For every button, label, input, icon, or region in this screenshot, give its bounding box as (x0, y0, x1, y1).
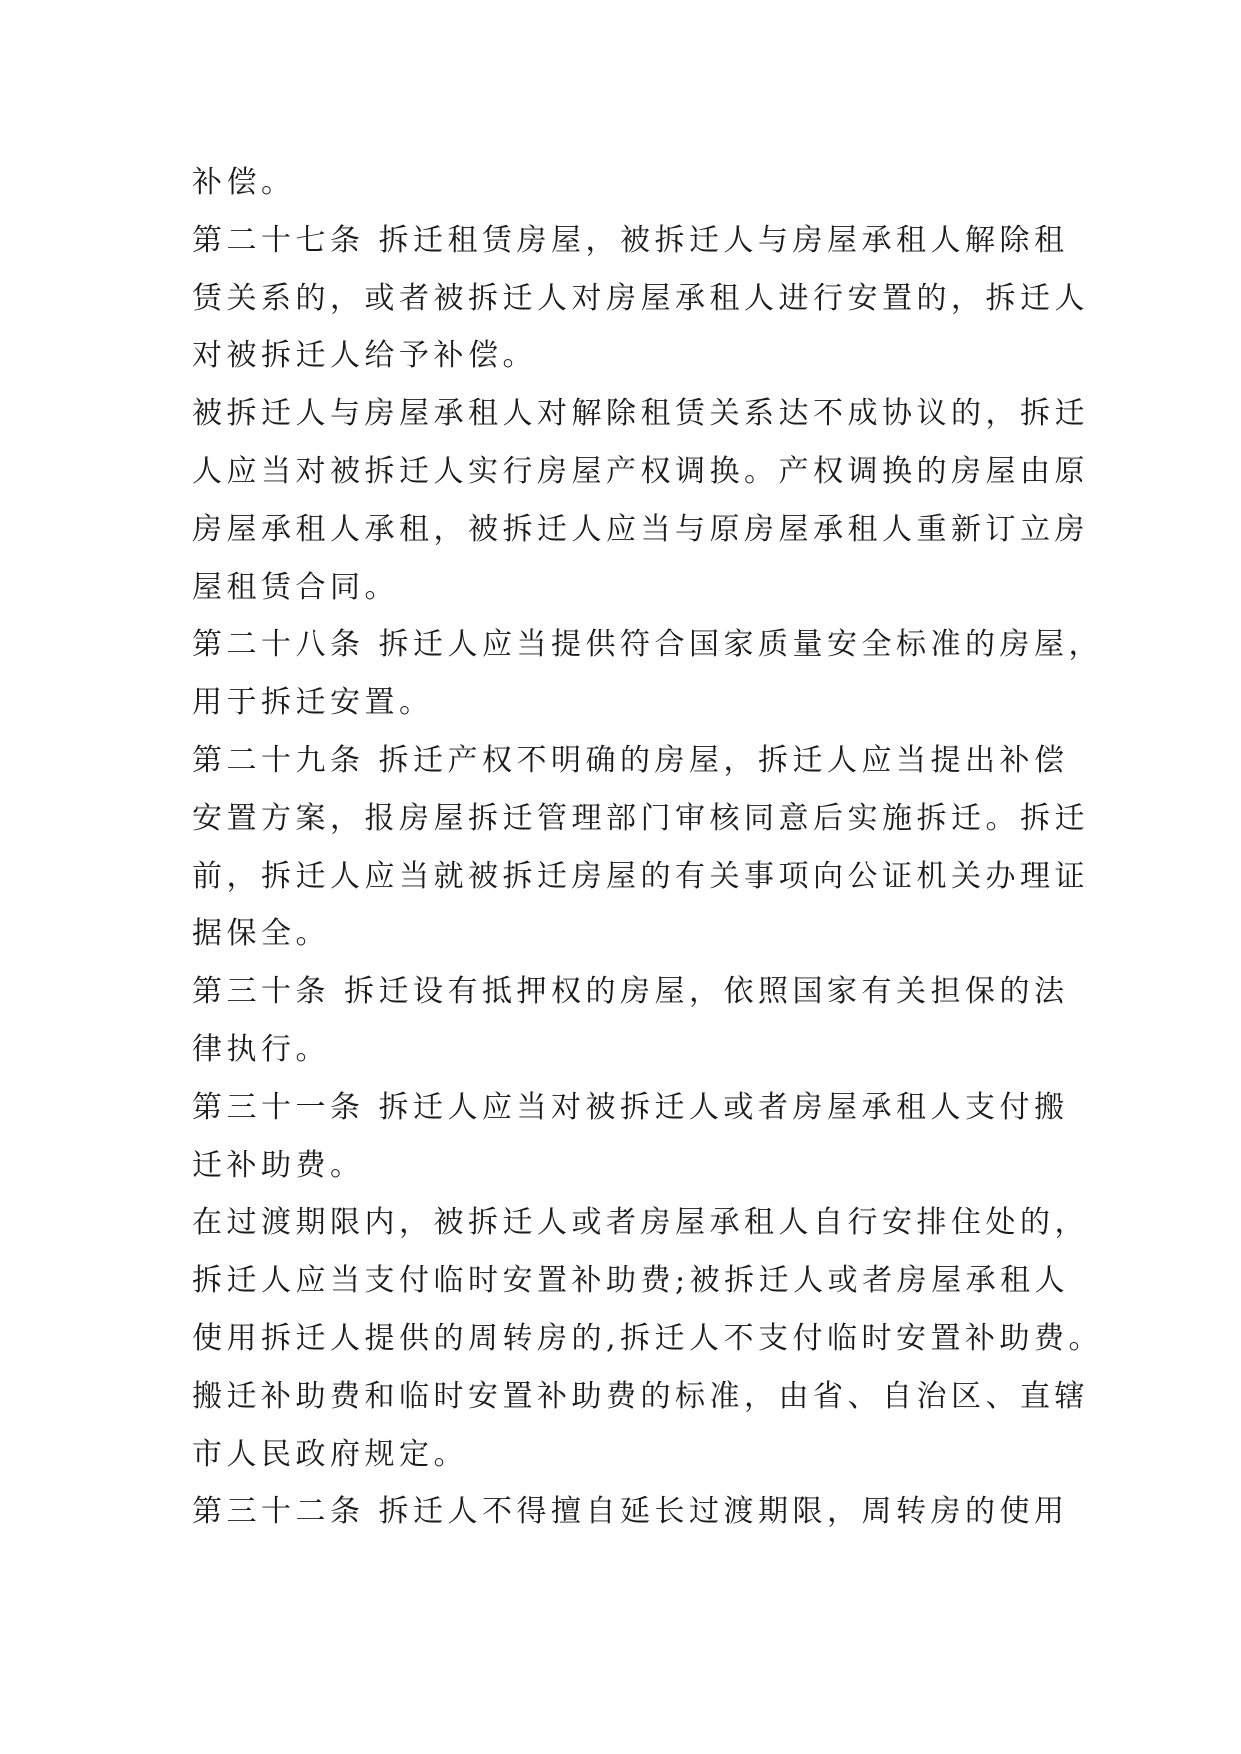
text-line: 补偿。 (192, 165, 296, 200)
text-line: 据保全。 (192, 916, 330, 952)
text-line: 被拆迁人与房屋承租人对解除租赁关系达不成协议的，拆迁 (192, 396, 1089, 432)
text-line: 房屋承租人承租，被拆迁人应当与原房屋承租人重新订立房 (192, 511, 1089, 547)
text-line: 在过渡期限内，被拆迁人或者房屋承租人自行安排住处的， (192, 1205, 1089, 1241)
text-line: 第二十八条 拆迁人应当提供符合国家质量安全标准的房屋， (192, 627, 1104, 663)
text-line: 赁关系的，或者被拆迁人对房屋承租人进行安置的，拆迁人 (192, 280, 1089, 316)
text-line: 使用拆迁人提供的周转房的,拆迁人不支付临时安置补助费。 (192, 1320, 1104, 1356)
text-line: 人应当对被拆迁人实行房屋产权调换。产权调换的房屋由原 (192, 453, 1089, 489)
text-line: 对被拆迁人给予补偿。 (192, 338, 537, 374)
text-line: 律执行。 (192, 1031, 330, 1067)
text-line: 第三十二条 拆迁人不得擅自延长过渡期限，周转房的使用 (192, 1494, 1069, 1530)
text-line: 第三十条 拆迁设有抵押权的房屋，依照国家有关担保的法 (192, 974, 1069, 1010)
text-line: 拆迁人应当支付临时安置补助费;被拆迁人或者房屋承租人 (192, 1263, 1070, 1299)
text-line: 市人民政府规定。 (192, 1436, 468, 1472)
text-line: 第三十一条 拆迁人应当对被拆迁人或者房屋承租人支付搬 (192, 1089, 1069, 1125)
text-line: 迁补助费。 (192, 1147, 365, 1183)
text-line: 搬迁补助费和临时安置补助费的标准，由省、自治区、直辖 (192, 1378, 1089, 1414)
text-line: 安置方案，报房屋拆迁管理部门审核同意后实施拆迁。拆迁 (192, 800, 1089, 836)
text-line: 屋租赁合同。 (192, 569, 399, 605)
text-line: 第二十七条 拆迁租赁房屋，被拆迁人与房屋承租人解除租 (192, 222, 1069, 258)
text-line: 第二十九条 拆迁产权不明确的房屋，拆迁人应当提出补偿 (192, 742, 1069, 778)
text-line: 用于拆迁安置。 (192, 685, 434, 721)
text-line: 前，拆迁人应当就被拆迁房屋的有关事项向公证机关办理证 (192, 858, 1089, 894)
document-body (192, 154, 1104, 1541)
